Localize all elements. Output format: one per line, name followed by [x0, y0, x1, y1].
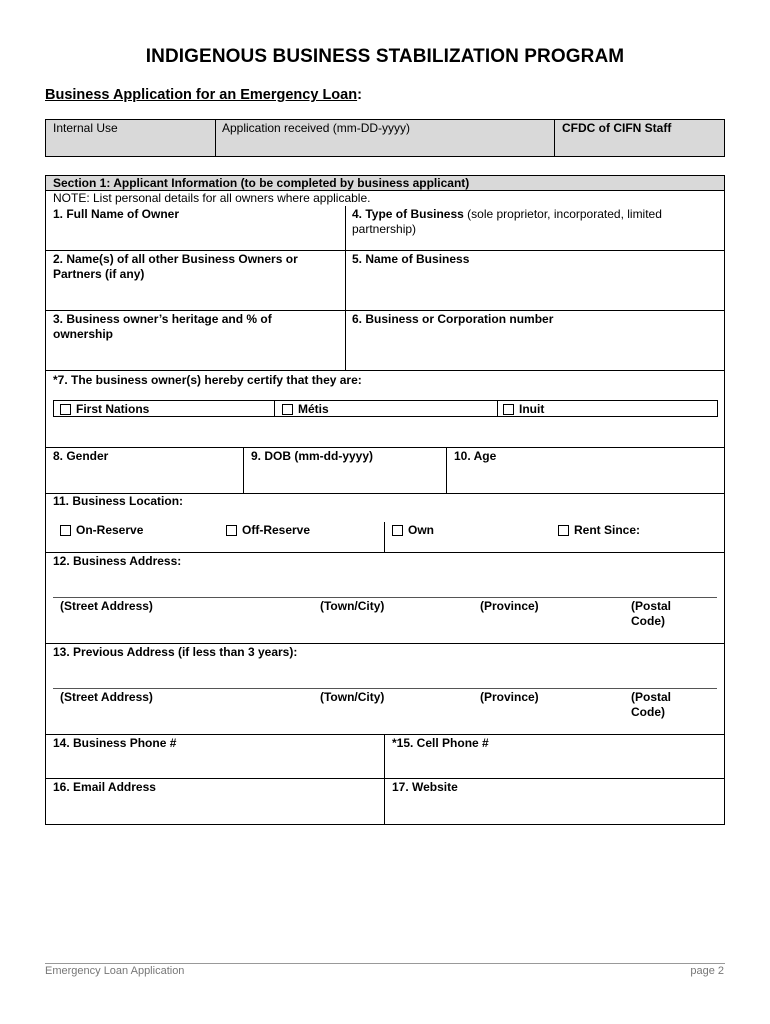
checkbox-rent-since[interactable] [558, 523, 640, 538]
field-corporation-number[interactable]: 6. Business or Corporation number [352, 312, 554, 326]
checkbox-icon [282, 404, 293, 415]
field-gender[interactable]: 8. Gender [53, 449, 109, 463]
checkbox-on-reserve[interactable] [60, 523, 143, 538]
on-reserve-label: On-Reserve [76, 523, 144, 537]
business-street-label: (Street Address) [60, 599, 153, 613]
field-type-of-business[interactable] [352, 207, 712, 237]
field-website[interactable]: 17. Website [392, 780, 458, 794]
inuit-label: Inuit [519, 402, 545, 416]
metis-label: Métis [298, 402, 329, 416]
off-reserve-label: Off-Reserve [242, 523, 311, 537]
field-business-location: 11. Business Location: [53, 494, 184, 508]
section1-header: Section 1: Applicant Information (to be completed by business applicant) [53, 176, 470, 190]
rent-since-label: Rent Since: [574, 523, 641, 537]
business-town-label: (Town/City) [320, 599, 385, 613]
checkbox-icon [558, 525, 569, 536]
field-other-owners[interactable]: 2. Name(s) of all other Business Owners or Partners (if any) [53, 252, 298, 281]
checkbox-first-nations[interactable] [60, 402, 149, 417]
checkbox-icon [503, 404, 514, 415]
checkbox-icon [226, 525, 237, 536]
subtitle-colon: : [357, 87, 362, 103]
checkbox-metis[interactable] [282, 402, 329, 417]
previous-street-label: (Street Address) [60, 690, 153, 704]
type-of-business-label: 4. Type of Business [352, 207, 464, 221]
checkbox-own[interactable] [392, 523, 434, 538]
business-province-label: (Province) [480, 599, 539, 613]
field-heritage-certify: *7. The business owner(s) hereby certify that they are: [53, 373, 362, 387]
type-of-business-hint: (sole proprietor, incorporated, limited partnership) [352, 207, 662, 236]
footer-page-number: page 2 [690, 965, 724, 977]
footer-left: Emergency Loan Application [45, 965, 185, 977]
application-received-field[interactable]: Application received (mm-DD-yyyy) [222, 121, 411, 135]
checkbox-icon [60, 404, 71, 415]
checkbox-icon [392, 525, 403, 536]
staff-field[interactable]: CFDC of CIFN Staff [562, 121, 672, 135]
field-business-phone[interactable]: 14. Business Phone # [53, 736, 177, 750]
checkbox-icon [60, 525, 71, 536]
field-dob[interactable]: 9. DOB (mm-dd-yyyy) [251, 449, 374, 463]
internal-use-label: Internal Use [53, 121, 118, 135]
field-business-name[interactable]: 5. Name of Business [352, 252, 470, 266]
field-owner-heritage[interactable]: 3. Business owner’s heritage and % of ownership [53, 312, 272, 341]
field-full-name-owner[interactable]: 1. Full Name of Owner [53, 207, 180, 221]
checkbox-inuit[interactable] [503, 402, 544, 417]
document-subtitle [45, 87, 362, 103]
business-postal-label: (Postal Code) [631, 599, 672, 628]
first-nations-label: First Nations [76, 402, 150, 416]
field-business-address[interactable]: 12. Business Address: [53, 554, 182, 568]
previous-town-label: (Town/City) [320, 690, 385, 704]
field-email-address[interactable]: 16. Email Address [53, 780, 156, 794]
previous-province-label: (Province) [480, 690, 539, 704]
own-label: Own [408, 523, 434, 537]
field-age[interactable]: 10. Age [454, 449, 497, 463]
footer-divider [45, 963, 725, 964]
subtitle-text: Business Application for an Emergency Loan [45, 87, 358, 103]
previous-postal-label: (Postal Code) [631, 690, 672, 719]
field-previous-address[interactable]: 13. Previous Address (if less than 3 years): [53, 645, 298, 659]
checkbox-off-reserve[interactable] [226, 523, 310, 538]
section1-note: NOTE: List personal details for all owners where applicable. [53, 191, 371, 205]
document-title: INDIGENOUS BUSINESS STABILIZATION PROGRAM [145, 46, 625, 67]
field-cell-phone[interactable]: *15. Cell Phone # [392, 736, 489, 750]
